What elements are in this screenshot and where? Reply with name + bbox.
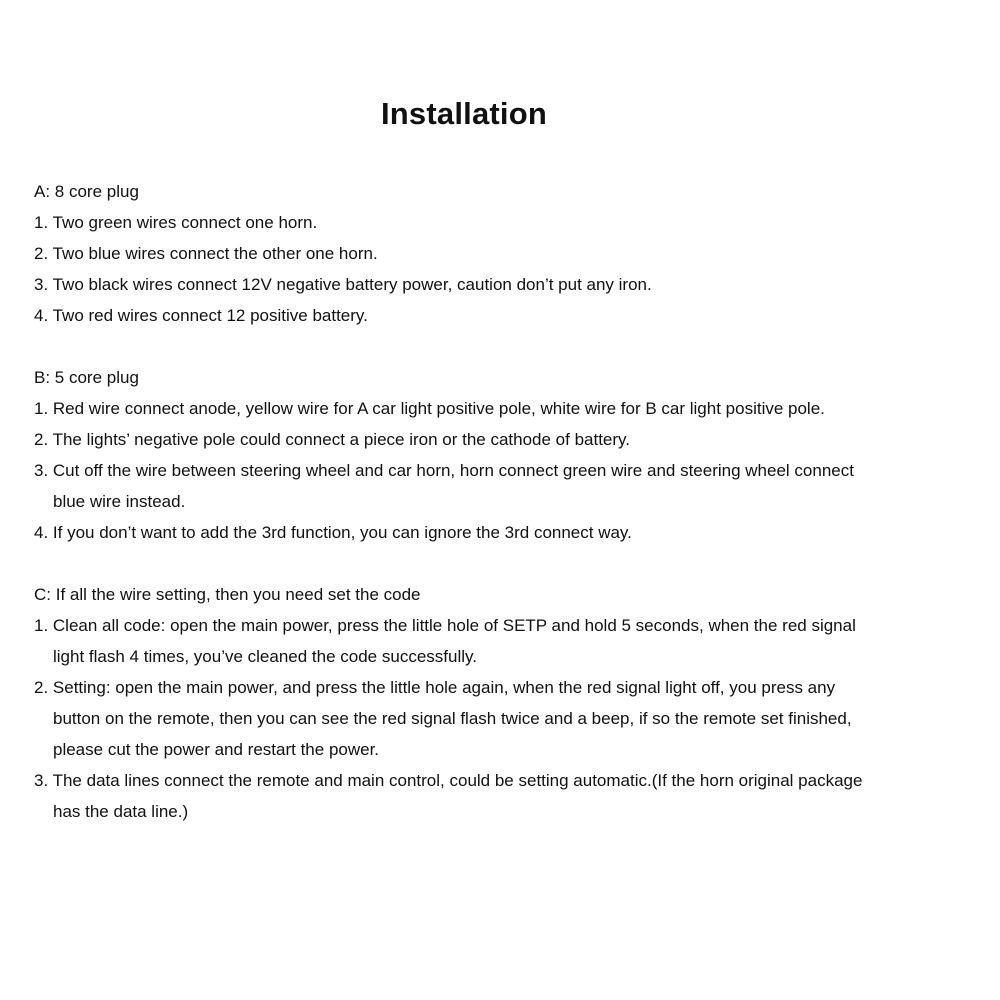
list-item xyxy=(34,207,934,238)
list-item-text: 3. Cut off the wire between steering wheel and car horn, horn connect green wire and steering wheel connect xyxy=(34,461,854,480)
list-item xyxy=(34,300,934,331)
section-c xyxy=(34,579,934,827)
list-item xyxy=(34,393,934,424)
section-b xyxy=(34,362,934,548)
section-heading: C: If all the wire setting, then you need set the code xyxy=(34,585,421,604)
section-heading: A: 8 core plug xyxy=(34,182,139,201)
list-item-text: 3. Two black wires connect 12V negative battery power, caution don’t put any iron. xyxy=(34,275,652,294)
list-item xyxy=(34,672,934,765)
list-item-text: 2. Setting: open the main power, and press the little hole again, when the red signal light off, you press any xyxy=(34,678,836,697)
list-item xyxy=(34,269,934,300)
list-item xyxy=(34,238,934,269)
list-item xyxy=(34,455,934,517)
list-item xyxy=(34,765,934,827)
instructions-body xyxy=(34,176,934,827)
list-item-text: 1. Two green wires connect one horn. xyxy=(34,213,318,232)
list-item-text: 3. The data lines connect the remote and main control, could be setting automatic.(If the horn original package xyxy=(34,771,863,790)
list-item-continuation: has the data line.) xyxy=(53,802,189,821)
section-a xyxy=(34,176,934,331)
list-item-continuation: blue wire instead. xyxy=(53,492,186,511)
page-title: Installation xyxy=(380,96,548,131)
list-item-text: 1. Red wire connect anode, yellow wire for A car light positive pole, white wire for B car light positive pole. xyxy=(34,399,825,418)
list-item-text: 2. The lights’ negative pole could connect a piece iron or the cathode of battery. xyxy=(34,430,631,449)
list-item-text: 1. Clean all code: open the main power, press the little hole of SETP and hold 5 seconds, when the red signal xyxy=(34,616,856,635)
list-item-continuation: light flash 4 times, you’ve cleaned the code successfully. xyxy=(53,647,477,666)
list-item xyxy=(34,517,934,548)
list-item-continuation: button on the remote, then you can see the red signal flash twice and a beep, if so the remote set finished, xyxy=(53,709,852,728)
list-item-text: 4. If you don’t want to add the 3rd function, you can ignore the 3rd connect way. xyxy=(34,523,632,542)
list-item xyxy=(34,610,934,672)
list-item-text: 2. Two blue wires connect the other one horn. xyxy=(34,244,378,263)
list-item xyxy=(34,424,934,455)
section-heading: B: 5 core plug xyxy=(34,368,139,387)
list-item-text: 4. Two red wires connect 12 positive battery. xyxy=(34,306,368,325)
list-item-continuation: please cut the power and restart the power. xyxy=(53,740,380,759)
